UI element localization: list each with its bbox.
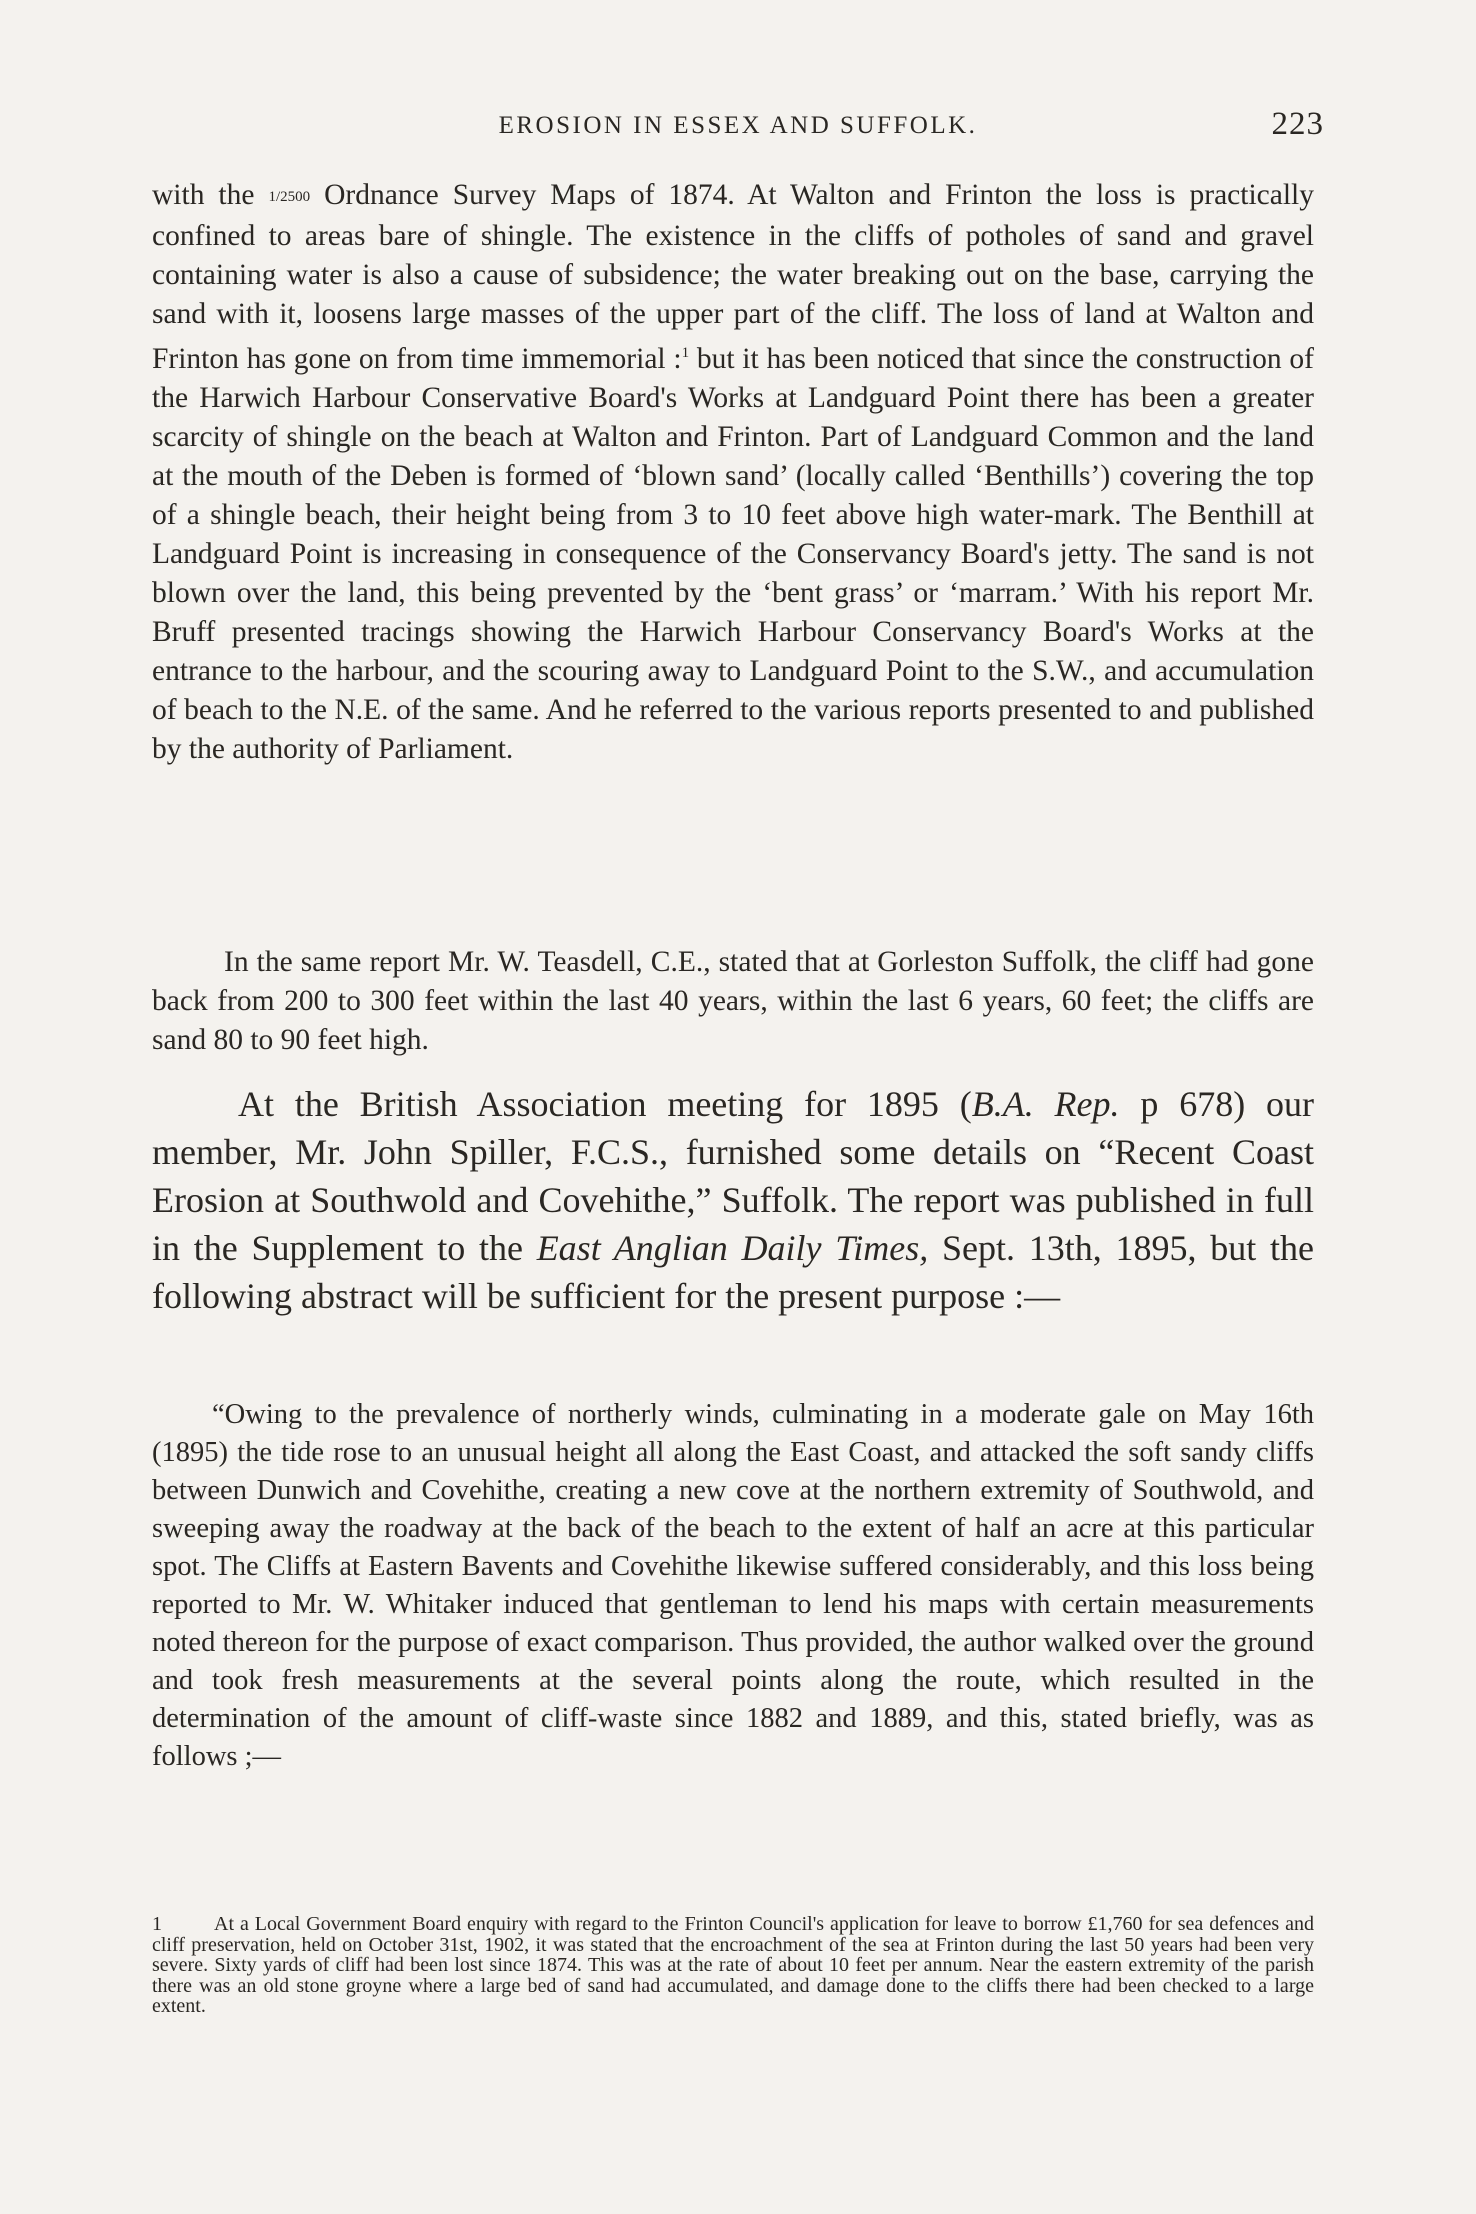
paragraph-teasdell: In the same report Mr. W. Teasdell, C.E., stated that at Gorleston Suffolk, the cliff had gone back from 200 to 300 feet within the last 40 years, within the last 6 years, 60 feet; the cliffs are sand 80 to 90 feet high. [152, 946, 1314, 1056]
italic-publication: East Anglian Daily Times, [536, 1228, 929, 1268]
footnote-reference: 1 [681, 345, 690, 361]
page-number: 223 [1271, 106, 1324, 142]
italic-citation: B.A. Rep. [971, 1084, 1120, 1124]
paragraph-text: p 678) our member, Mr. John Spiller, F.C.S., furnished some details on “Recent Coast Erosion at Southwold and Covehithe,” Suffolk. The report was published in full in the Supplement to the [152, 1084, 1315, 1268]
running-title: EROSION IN ESSEX AND SUFFOLK. [498, 112, 978, 139]
paragraph-text: with the [152, 179, 269, 211]
paragraph-text: but it has been noticed that since the construction of the Harwich Harbour Conservative Board's Works at Landguard Point there has been a greater scarcity of shingle on the beach at Walton and Frinton. Part of Landguard Common and the land at the mouth of the Deben is formed of ‘blown sand’ (locally called ‘Benthills’) covering the top of a shingle beach, their height being from 3 to 10 feet above high water-mark. The Benthill at Landguard Point is increasing in consequence of the Conservancy Board's jetty. The sand is not blown over the land, this being prevented by the ‘bent grass’ or ‘marram.’ With his report Mr. Bruff presented tracings showing the Harwich Harbour Conservancy Board's Works at the entrance to the harbour, and the scouring away to Landguard Point to the S.W., and accumulation of beach to the N.E. of the same. And he referred to the various reports presented to and published by the authority of Parliament. [152, 342, 1314, 765]
paragraph-british-association [152, 1080, 1314, 1320]
footnote-number: 1 [152, 1913, 162, 1935]
paragraph-quoted-abstract: “Owing to the prevalence of northerly winds, culminating in a moderate gale on May 16th (1895) the tide rose to an unusual height all along the East Coast, and attacked the soft sandy cliffs between Dunwich and Covehithe, creating a new cove at the northern extremity of Southwold, and sweeping away the roadway at the back of the beach to the extent of half an acre at this particular spot. The Cliffs at Eastern Bavents and Covehithe likewise suffered considerably, and this loss being reported to Mr. W. Whitaker induced that gentleman to lend his maps with certain measurements noted thereon for the purpose of exact comparison. Thus provided, the author walked over the ground and took fresh measurements at the several points along the route, which resulted in the determination of the amount of cliff-waste since 1882 and 1889, and this, stated briefly, was as follows ;— [152, 1399, 1314, 1772]
paragraph-walton-frinton [152, 176, 1314, 769]
scale-fraction: 1/2500 [268, 189, 311, 205]
paragraph-text: Ordnance Survey Maps of 1874. At Walton and Frinton the loss is practically confined to areas bare of shingle. The existence in the cliffs of potholes of sand and gravel containing water is also a cause of subsidence; the water breaking out on the base, carrying the sand with it, loosens large masses of the upper part of the cliff. The loss of land at Walton and Frinton has gone on from time immemorial : [152, 179, 1314, 375]
paragraph-text: At the British Association meeting for 1895 ( [238, 1084, 972, 1124]
running-head [152, 104, 1324, 148]
footnote [152, 1914, 1314, 2017]
footnote-text: At a Local Government Board enquiry with regard to the Frinton Council's application for leave to borrow £1,760 for sea defences and cliff preservation, held on October 31st, 1902, it was stated that the encroachment of the sea at Frinton during the last 50 years had been very severe. Sixty yards of cliff had been lost since 1874. This was at the rate of about 10 feet per annum. Near the eastern extremity of the parish there was an old stone groyne where a large bed of sand had accumulated, and damage done to the cliffs there had been checked to a large extent. [152, 1913, 1314, 2017]
paragraph-text: Sept. 13th, 1895, but the following abstract will be sufficient for the present purpose :— [152, 1228, 1314, 1316]
